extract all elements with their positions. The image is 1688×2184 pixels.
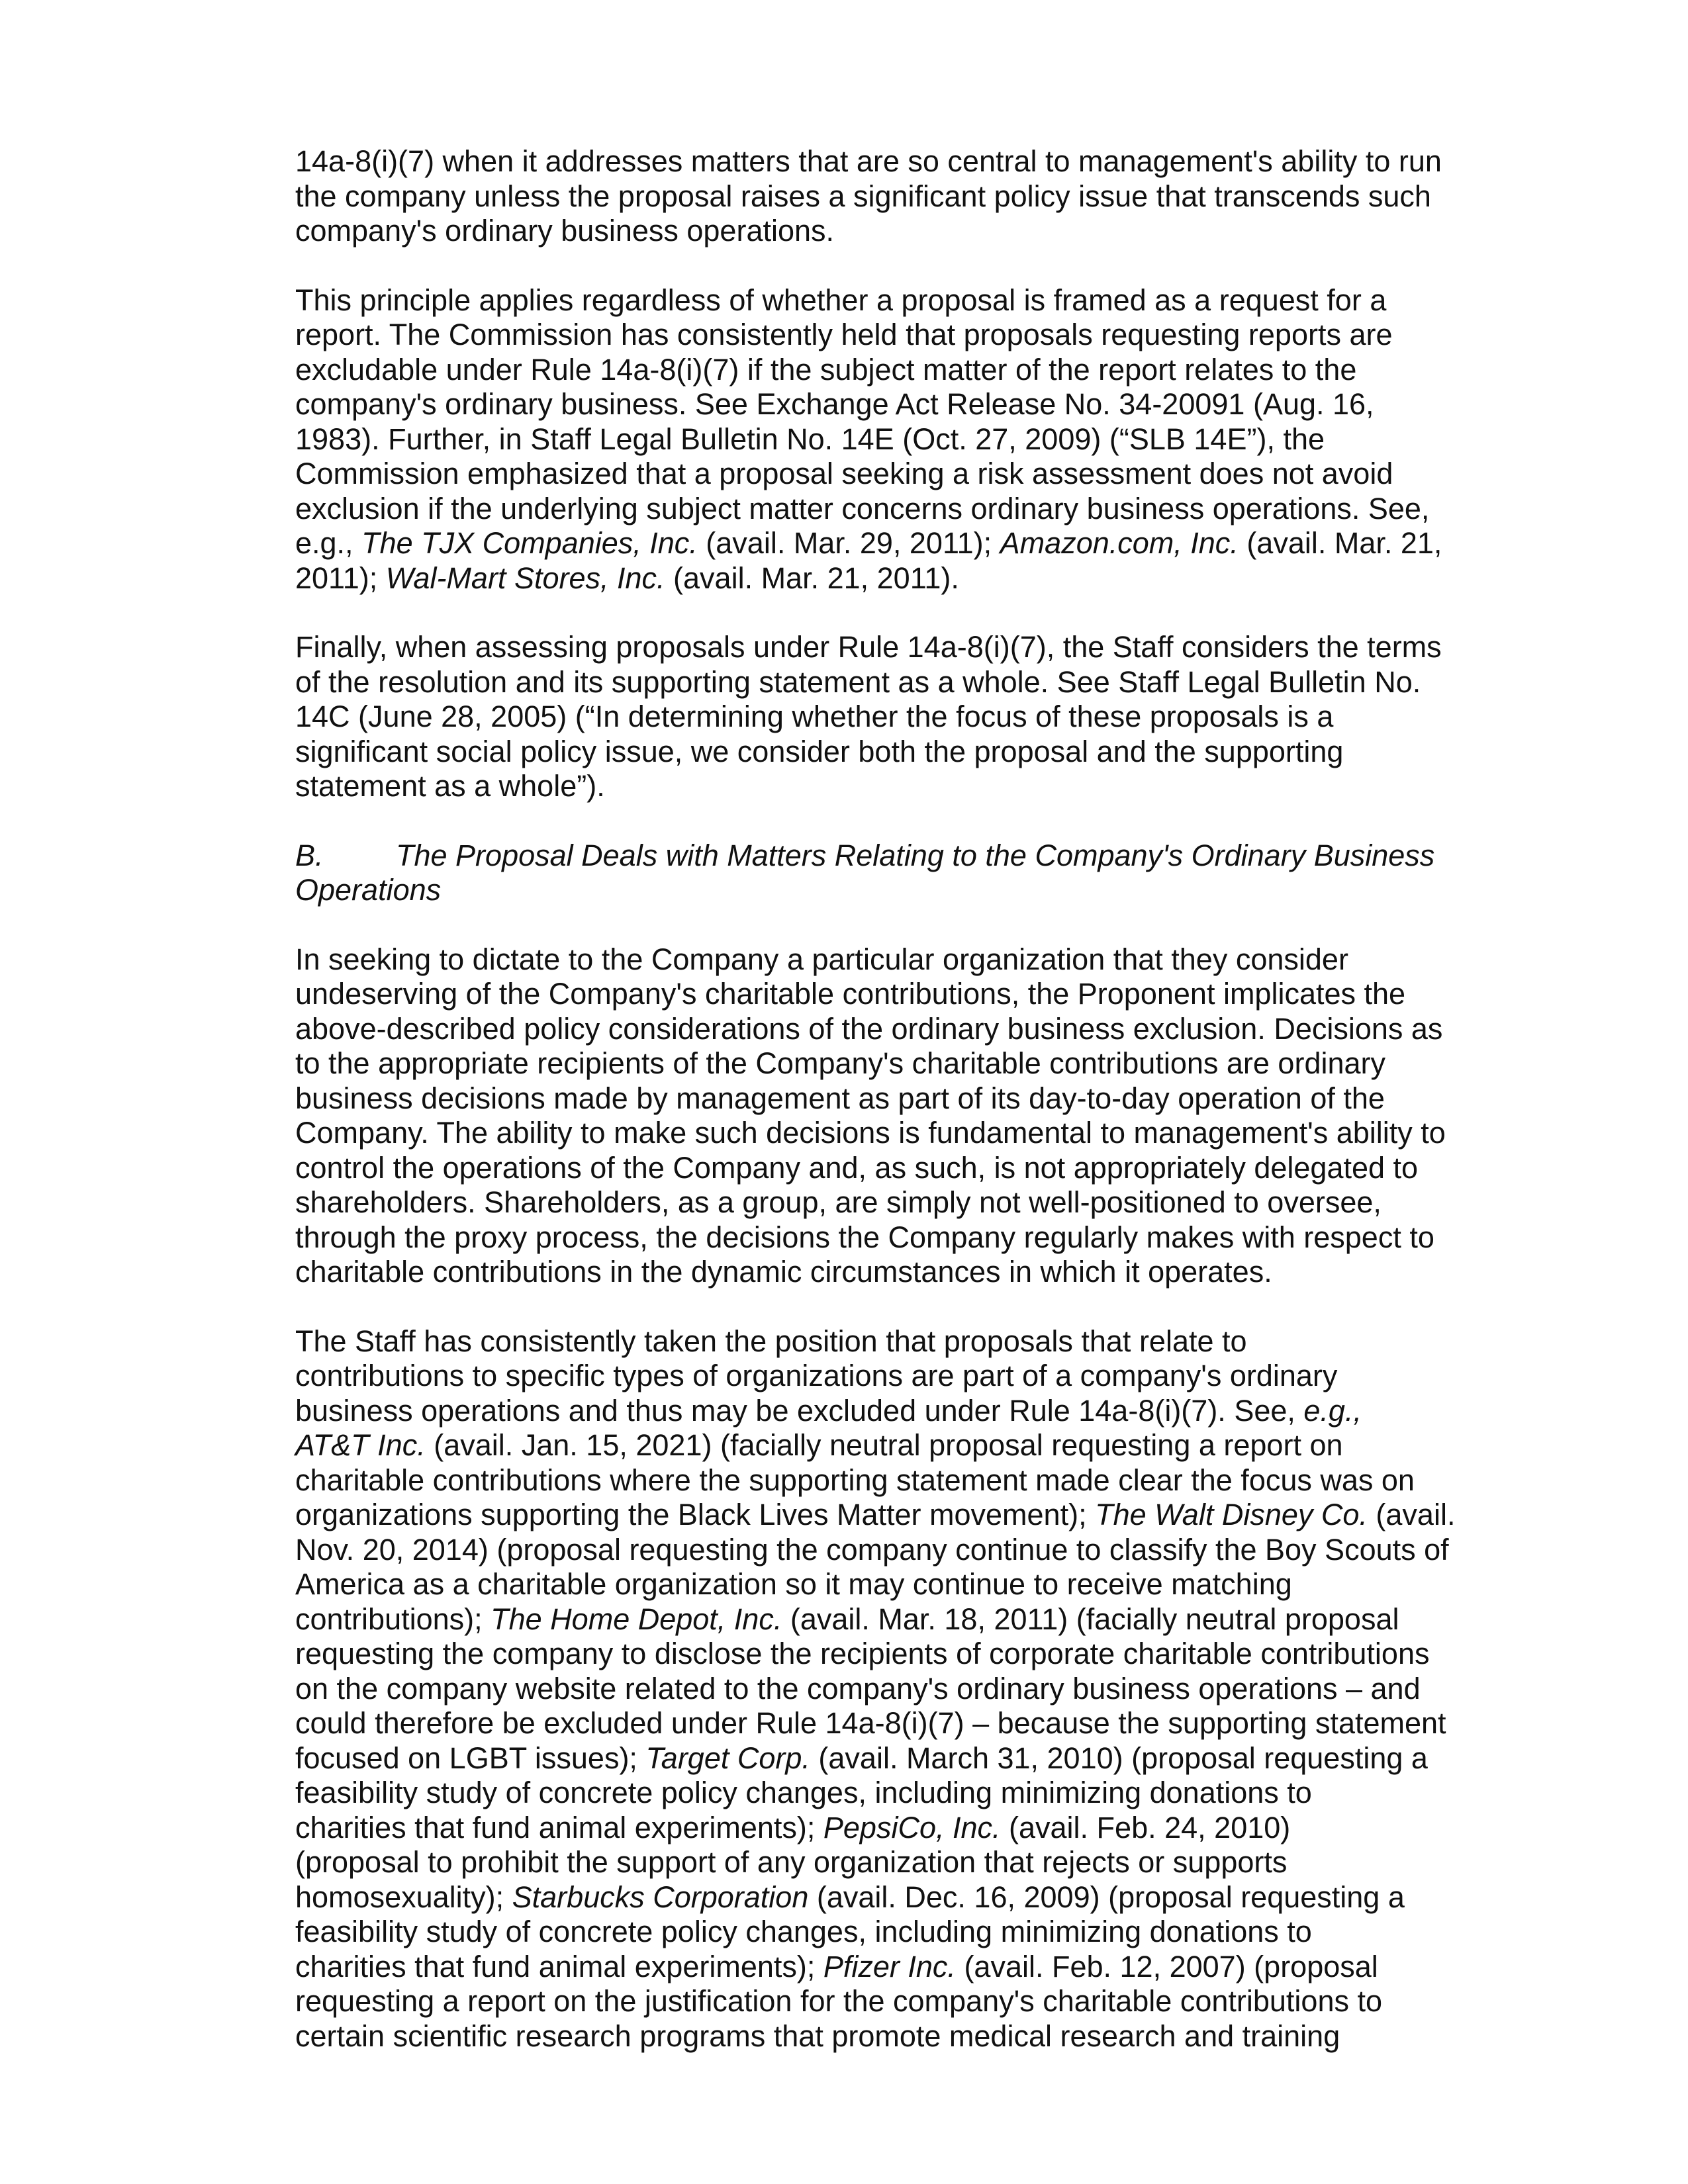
text-line: Company. The ability to make such decisions is fundamental to management's ability to — [295, 1116, 1446, 1150]
case-citation: Starbucks Corporation — [512, 1880, 809, 1914]
text-line: company's ordinary business. See Exchange Act Release No. 34-20091 (Aug. 16, — [295, 387, 1374, 421]
text-line: undeserving of the Company's charitable contributions, the Proponent implicates the — [295, 977, 1406, 1011]
document-page — [295, 144, 1487, 2088]
text-segment: (avail. — [1367, 1498, 1456, 1531]
text-line: requesting the company to disclose the recipients of corporate charitable contributions — [295, 1637, 1430, 1670]
text-line: the company unless the proposal raises a significant policy issue that transcends such — [295, 179, 1431, 213]
case-citation: The Home Depot, Inc. — [491, 1602, 782, 1636]
text-line: report. The Commission has consistently held that proposals requesting reports are — [295, 318, 1393, 351]
case-citation: Amazon.com, Inc. — [1000, 526, 1239, 560]
text-segment: (avail. Mar. 21, — [1238, 526, 1442, 560]
text-line: statement as a whole”). — [295, 769, 605, 803]
text-segment: (avail. March 31, 2010) (proposal requesting a — [810, 1741, 1428, 1775]
text-segment: (avail. Mar. 21, 2011). — [665, 561, 959, 595]
text-line: feasibility study of concrete policy changes, including minimizing donations to — [295, 1776, 1312, 1809]
section-title-continued: Operations — [295, 873, 442, 907]
case-citation: AT&T Inc. — [295, 1428, 426, 1462]
text-line: control the operations of the Company and, as such, is not appropriately delegated to — [295, 1150, 1419, 1185]
text-segment: e.g., — [295, 526, 362, 560]
case-citation: PepsiCo, Inc. — [823, 1810, 1001, 1844]
text-line: Finally, when assessing proposals under Rule 14a-8(i)(7), the Staff considers the terms — [295, 630, 1442, 664]
text-line: 1983). Further, in Staff Legal Bulletin No. 14E (Oct. 27, 2009) (“SLB 14E”), the — [295, 422, 1325, 456]
text-line: This principle applies regardless of whether a proposal is framed as a request for a — [295, 283, 1387, 317]
section-number: B. — [295, 838, 324, 872]
text-segment: charities that fund animal experiments); — [295, 1949, 823, 1983]
text-line: In seeking to dictate to the Company a particular organization that they consider — [295, 942, 1348, 976]
text-segment: (avail. Feb. 24, 2010) — [1000, 1810, 1291, 1844]
text-line: feasibility study of concrete policy changes, including minimizing donations to — [295, 1915, 1312, 1948]
signal-eg: e.g., — [1303, 1393, 1362, 1428]
paragraph-ordinary-business-standard — [295, 144, 1487, 249]
text-line: on the company website related to the company's ordinary business operations – and — [295, 1671, 1421, 1706]
paragraph-reports-principle — [295, 283, 1487, 596]
text-line: could therefore be excluded under Rule 14a-8(i)(7) – because the supporting statement — [295, 1706, 1446, 1740]
text-segment: charities that fund animal experiments); — [295, 1810, 823, 1844]
section-heading-b — [295, 839, 1487, 908]
text-line: significant social policy issue, we consider both the proposal and the supporting — [295, 734, 1344, 768]
text-segment: (avail. Mar. 29, 2011); — [697, 526, 1000, 560]
text-line: contributions to specific types of organizations are part of a company's ordinary — [295, 1359, 1338, 1392]
case-citation: The TJX Companies, Inc. — [361, 526, 698, 560]
text-segment: (avail. Mar. 18, 2011) (facially neutral proposal — [782, 1602, 1399, 1636]
case-citation: Pfizer Inc. — [823, 1949, 956, 1983]
text-line: certain scientific research programs that promote medical research and training — [295, 2019, 1340, 2053]
paragraph-assessment-terms — [295, 630, 1487, 804]
text-segment: (avail. Jan. 15, 2021) (facially neutral proposal requesting a report on — [425, 1428, 1343, 1462]
text-line: Nov. 20, 2014) (proposal requesting the company continue to classify the Boy Scouts of — [295, 1532, 1449, 1567]
text-line: charitable contributions in the dynamic circumstances in which it operates. — [295, 1255, 1272, 1289]
text-line: of the resolution and its supporting statement as a whole. See Staff Legal Bulletin No. — [295, 664, 1421, 699]
text-line: America as a charitable organization so it may continue to receive matching — [295, 1567, 1292, 1601]
text-line: 14C (June 28, 2005) (“In determining whether the focus of these proposals is a — [295, 700, 1334, 733]
text-segment: (avail. Feb. 12, 2007) (proposal — [955, 1949, 1378, 1983]
text-line: (proposal to prohibit the support of any organization that rejects or supports — [295, 1845, 1288, 1879]
case-citation: Target Corp. — [645, 1741, 810, 1775]
text-segment: (avail. Dec. 16, 2009) (proposal requesting a — [808, 1880, 1405, 1914]
text-line: The Staff has consistently taken the position that proposals that relate to — [295, 1324, 1247, 1358]
case-citation: The Walt Disney Co. — [1095, 1498, 1368, 1531]
text-line: Commission emphasized that a proposal seeking a risk assessment does not avoid — [295, 457, 1393, 490]
section-title: The Proposal Deals with Matters Relating to the Company's Ordinary Business — [396, 838, 1435, 872]
text-line: above-described policy considerations of the ordinary business exclusion. Decisions as — [295, 1011, 1443, 1046]
text-line: shareholders. Shareholders, as a group, are simply not well-positioned to oversee, — [295, 1185, 1382, 1219]
paragraph-proponent-dictate — [295, 942, 1487, 1290]
text-line: company's ordinary business operations. — [295, 214, 835, 248]
case-citation: Wal-Mart Stores, Inc. — [385, 561, 665, 595]
text-line: 14a-8(i)(7) when it addresses matters that are so central to management's ability to run — [295, 144, 1442, 178]
paragraph-staff-precedents — [295, 1324, 1487, 2054]
text-line: exclusion if the underlying subject matter concerns ordinary business operations. See, — [295, 491, 1430, 525]
text-line: excludable under Rule 14a-8(i)(7) if the subject matter of the report relates to the — [295, 352, 1357, 387]
text-segment: contributions); — [295, 1602, 491, 1636]
text-line: business decisions made by management as part of its day-to-day operation of the — [295, 1081, 1385, 1115]
text-line: charitable contributions where the supporting statement made clear the focus was on — [295, 1463, 1415, 1497]
text-line: requesting a report on the justification for the company's charitable contributions to — [295, 1984, 1383, 2018]
text-segment: homosexuality); — [295, 1880, 512, 1914]
text-segment: 2011); — [295, 561, 386, 595]
text-segment: focused on LGBT issues); — [295, 1741, 646, 1775]
text-segment: organizations supporting the Black Lives Matter movement); — [295, 1498, 1096, 1531]
text-line: through the proxy process, the decisions the Company regularly makes with respect to — [295, 1220, 1434, 1254]
text-line: to the appropriate recipients of the Company's charitable contributions are ordinary — [295, 1046, 1386, 1080]
text-segment: business operations and thus may be excluded under Rule 14a-8(i)(7). See, — [295, 1393, 1304, 1428]
